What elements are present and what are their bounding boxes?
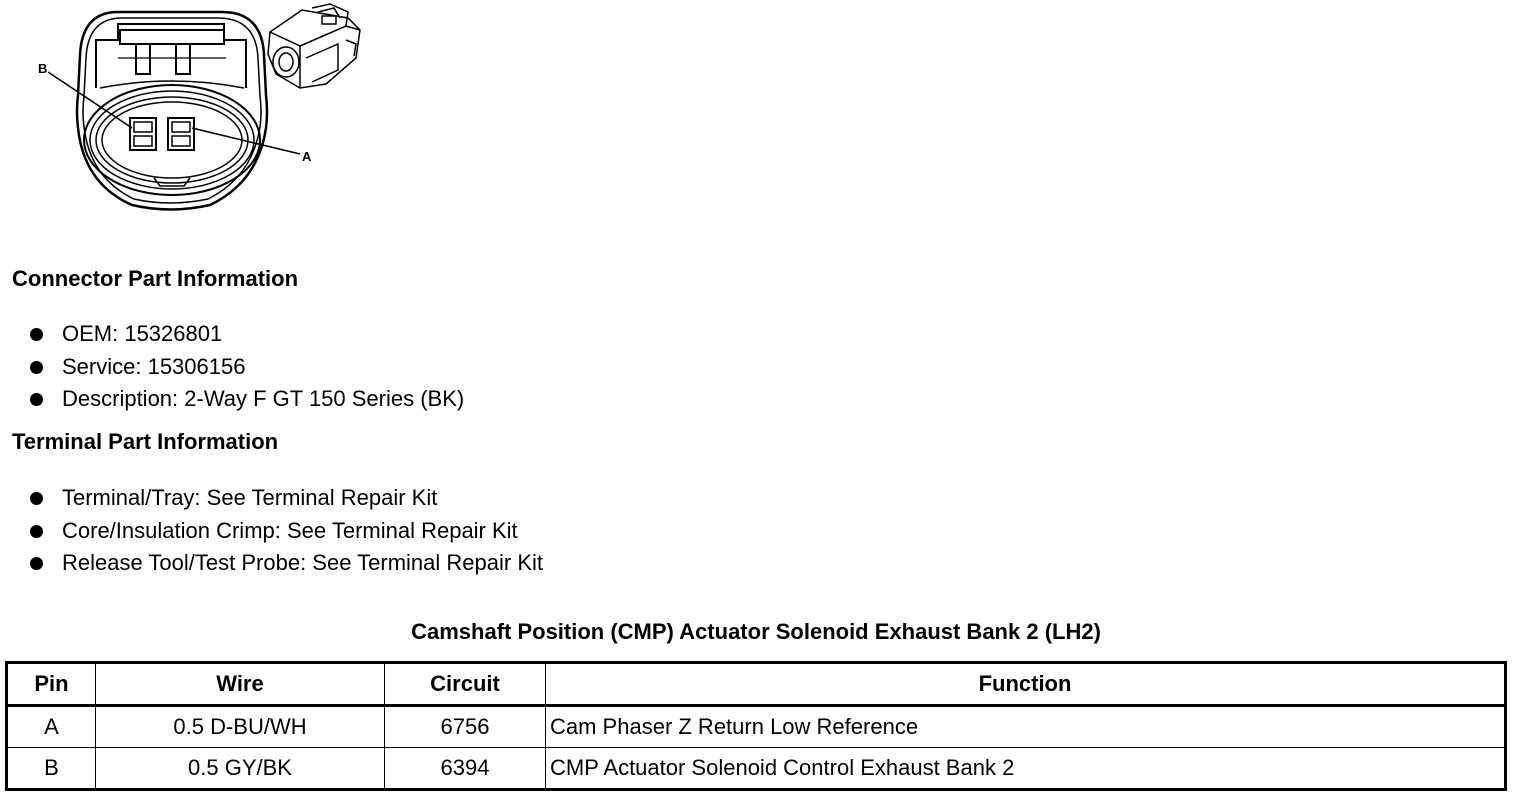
pin-table-title: Camshaft Position (CMP) Actuator Solenoid Exhaust Bank 2 (LH2) xyxy=(411,619,1101,644)
terminal-part-list xyxy=(28,482,543,580)
function-cell: CMP Actuator Solenoid Control Exhaust Bank 2 xyxy=(546,748,1506,790)
bullet-icon xyxy=(30,361,43,374)
connector-part-list xyxy=(28,318,464,416)
pin-cell: A xyxy=(7,706,96,748)
list-item xyxy=(28,482,543,515)
table-header-row xyxy=(7,663,1506,706)
bullet-icon xyxy=(30,393,43,406)
terminal-part-information-heading: Terminal Part Information xyxy=(12,429,279,454)
list-item-text: Core/Insulation Crimp: See Terminal Repair Kit xyxy=(62,517,518,543)
pin-label-b: B xyxy=(38,61,48,76)
column-header-pin: Pin xyxy=(7,663,96,706)
function-cell: Cam Phaser Z Return Low Reference xyxy=(546,706,1506,748)
list-item-text: Description: 2-Way F GT 150 Series (BK) xyxy=(62,386,465,412)
column-header-function: Function xyxy=(546,663,1506,706)
bullet-icon xyxy=(30,525,43,538)
bullet-icon xyxy=(30,492,43,505)
list-item-text: Terminal/Tray: See Terminal Repair Kit xyxy=(62,485,438,510)
list-item xyxy=(28,515,543,548)
connector-face-diagram xyxy=(0,0,380,225)
list-item xyxy=(28,383,464,416)
table-row xyxy=(7,706,1506,748)
circuit-cell: 6394 xyxy=(385,748,546,790)
column-header-circuit: Circuit xyxy=(385,663,546,706)
list-item-text: Service: 15306156 xyxy=(62,353,246,379)
pin-cell: B xyxy=(7,748,96,790)
bullet-icon xyxy=(30,328,43,341)
pin-label-a: A xyxy=(302,149,312,164)
connector-part-information-heading: Connector Part Information xyxy=(12,266,299,291)
bullet-icon xyxy=(30,557,43,570)
list-item xyxy=(28,318,464,351)
table-row xyxy=(7,748,1506,790)
list-item-text: OEM: 15326801 xyxy=(62,321,223,346)
wire-cell: 0.5 D-BU/WH xyxy=(96,706,385,748)
circuit-cell: 6756 xyxy=(385,706,546,748)
column-header-wire: Wire xyxy=(96,663,385,706)
list-item-text: Release Tool/Test Probe: See Terminal Repair Kit xyxy=(62,550,543,576)
wire-cell: 0.5 GY/BK xyxy=(96,748,385,790)
pin-table xyxy=(5,661,1507,791)
list-item xyxy=(28,547,543,580)
list-item xyxy=(28,351,464,384)
